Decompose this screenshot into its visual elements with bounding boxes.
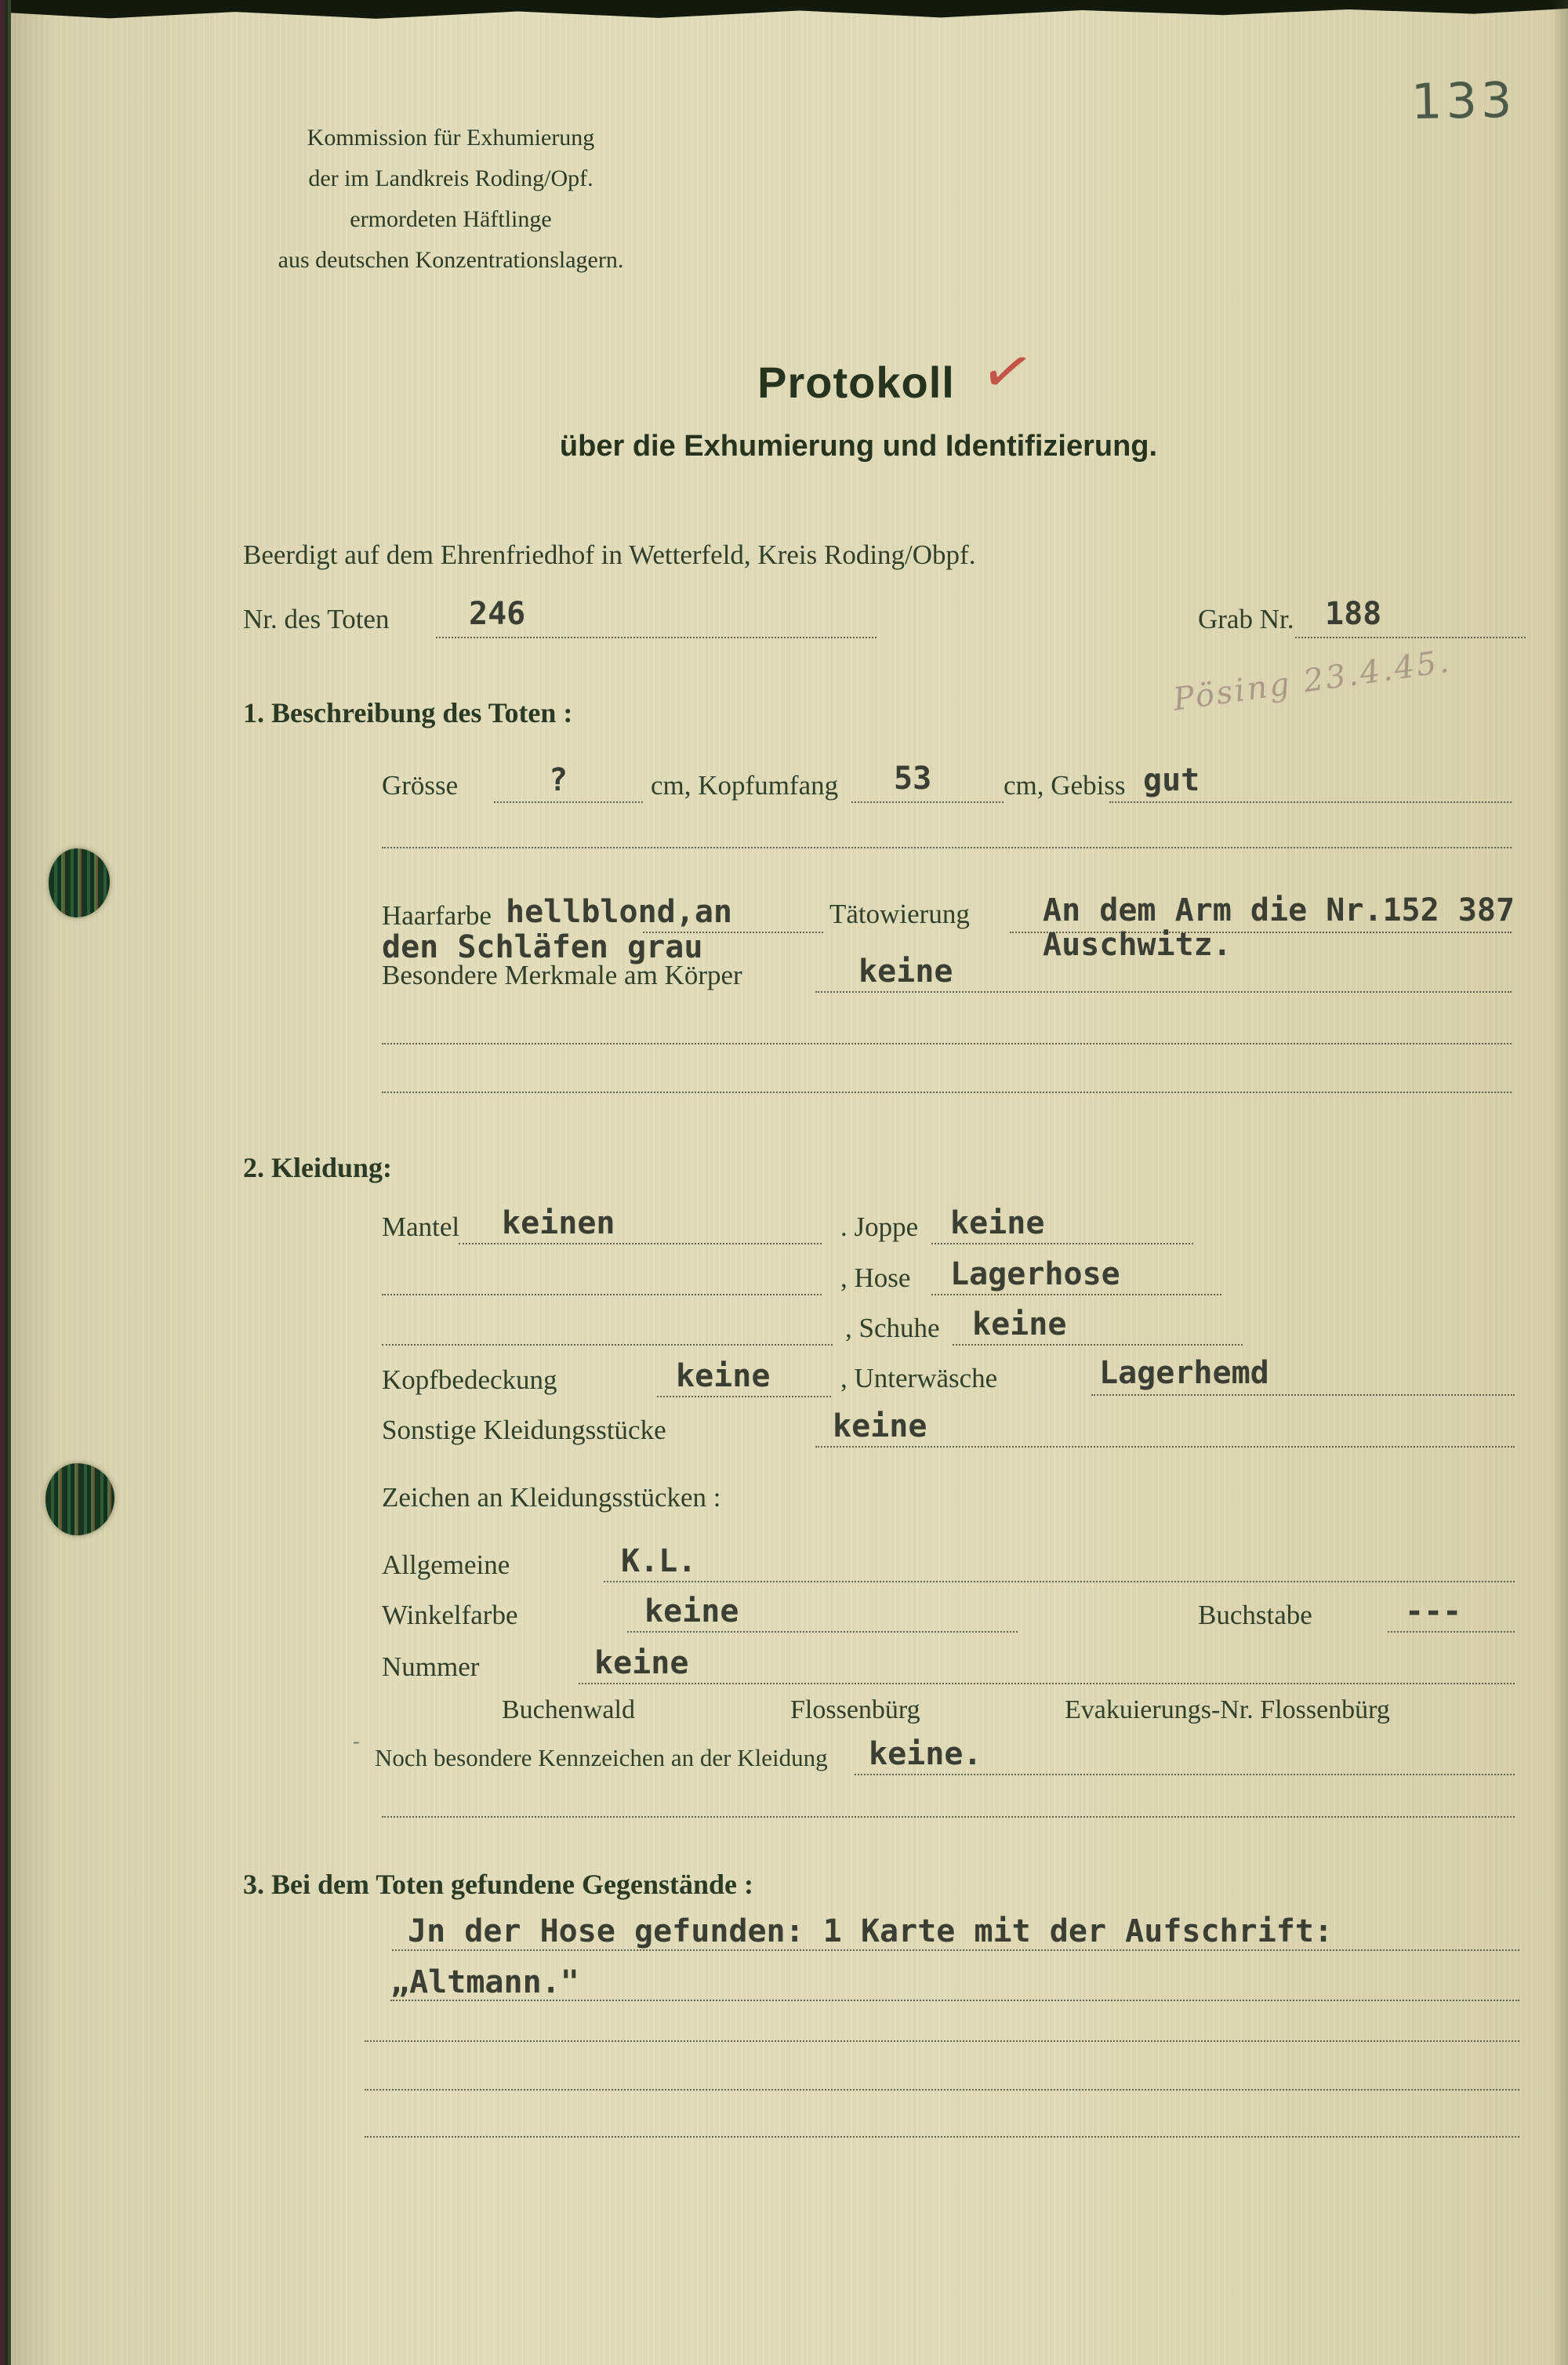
page-number: 133 xyxy=(1410,71,1516,131)
grave-number-label: Grab Nr. xyxy=(1198,604,1294,634)
schuhe-label: , Schuhe xyxy=(845,1313,940,1343)
letterhead-line: der im Landkreis Roding/Opf. xyxy=(308,165,593,191)
joppe-label: . Joppe xyxy=(840,1212,919,1242)
schuhe-value: keine xyxy=(972,1306,1067,1342)
dotted-line xyxy=(931,1243,1193,1244)
dotted-line xyxy=(1091,1394,1515,1396)
scan-top-edge xyxy=(0,0,1568,20)
kennzeichen-label: Noch besondere Kennzeichen an der Kleidung xyxy=(375,1744,828,1771)
red-checkmark-icon: ✓ xyxy=(975,332,1040,412)
dotted-line xyxy=(459,1243,822,1244)
joppe-value: keine xyxy=(950,1205,1045,1241)
kopfumfang-label: cm, Kopfumfang xyxy=(651,770,839,801)
sonstige-label: Sonstige Kleidungsstücke xyxy=(382,1415,666,1445)
kennzeichen-value: keine. xyxy=(869,1736,982,1772)
mantel-label: Mantel xyxy=(382,1212,460,1242)
groesse-label: Grösse xyxy=(382,770,459,801)
camp-flossenbuerg: Flossenbürg xyxy=(790,1695,920,1724)
unterwaesche-value: Lagerhemd xyxy=(1099,1355,1269,1391)
camp-evakuierungs-nr: Evakuierungs-Nr. Flossenbürg xyxy=(1065,1695,1390,1724)
dotted-line xyxy=(1388,1631,1515,1633)
stray-dash-mark: - xyxy=(353,1730,360,1753)
letterhead-line: aus deutschen Konzentrationslagern. xyxy=(278,247,624,273)
dotted-line xyxy=(365,2040,1519,2042)
buchstabe-value: --- xyxy=(1405,1593,1462,1629)
taetowierung-value-line2: Auschwitz. xyxy=(1043,927,1232,963)
dotted-line xyxy=(627,1631,1018,1633)
dotted-line xyxy=(382,1043,1512,1044)
letterhead-line: ermordeten Häftlinge xyxy=(350,206,552,232)
mantel-value: keinen xyxy=(502,1205,615,1241)
burial-location-line: Beerdigt auf dem Ehrenfriedhof in Wetterfeld, Kreis Roding/Obpf. xyxy=(243,539,976,570)
letterhead xyxy=(200,118,702,281)
dotted-line xyxy=(953,1344,1243,1346)
winkelfarbe-label: Winkelfarbe xyxy=(382,1600,518,1630)
groesse-value: ? xyxy=(549,762,568,798)
grave-number-value: 188 xyxy=(1325,596,1382,632)
sonstige-value: keine xyxy=(833,1408,927,1444)
dotted-line xyxy=(815,991,1512,993)
dotted-line xyxy=(382,847,1512,848)
scan-left-edge xyxy=(0,0,11,2365)
found-items-line2: „Altmann." xyxy=(390,1964,579,2000)
dotted-line xyxy=(365,2089,1519,2091)
gebiss-value: gut xyxy=(1143,762,1200,798)
hole-punch xyxy=(45,1463,114,1535)
hose-label: , Hose xyxy=(840,1262,911,1293)
camp-buchenwald: Buchenwald xyxy=(502,1695,635,1724)
unterwaesche-label: , Unterwäsche xyxy=(840,1363,998,1393)
section1-heading: 1. Beschreibung des Toten : xyxy=(243,697,573,728)
dotted-line xyxy=(851,801,1004,803)
kopfbedeckung-label: Kopfbedeckung xyxy=(382,1364,557,1395)
scan-right-shade xyxy=(1551,0,1568,2365)
document-subtitle: über die Exhumierung und Identifizierung. xyxy=(559,430,1158,463)
dotted-line xyxy=(390,2000,1519,2001)
haarfarbe-value-line2: den Schläfen grau xyxy=(382,929,703,965)
dotted-line xyxy=(382,1344,833,1346)
allgemeine-value: K.L. xyxy=(621,1543,697,1579)
section2-heading: 2. Kleidung: xyxy=(243,1152,393,1183)
hole-punch xyxy=(49,848,110,917)
merkmale-value: keine xyxy=(858,954,953,990)
kopfbedeckung-value: keine xyxy=(676,1358,771,1394)
section3-heading: 3. Bei dem Toten gefundene Gegenstände : xyxy=(243,1869,754,1900)
nummer-value: keine xyxy=(594,1645,689,1681)
dotted-line xyxy=(436,637,877,638)
dotted-line xyxy=(392,1949,1519,1951)
dotted-line xyxy=(657,1396,831,1397)
hose-value: Lagerhose xyxy=(950,1256,1120,1292)
dead-number-label: Nr. des Toten xyxy=(243,604,390,634)
dotted-line xyxy=(579,1683,1515,1684)
winkelfarbe-value: keine xyxy=(644,1593,739,1629)
dotted-line xyxy=(382,1294,822,1295)
dead-number-value: 246 xyxy=(469,596,526,632)
dotted-line xyxy=(1295,637,1526,638)
haarfarbe-value-line1: hellblond,an xyxy=(506,894,732,930)
taetowierung-value-line1: An dem Arm die Nr.152 387 xyxy=(1043,892,1515,928)
dotted-line xyxy=(604,1581,1515,1582)
haarfarbe-label: Haarfarbe xyxy=(382,900,492,931)
gebiss-label: cm, Gebiss xyxy=(1004,770,1126,801)
kopfumfang-value: 53 xyxy=(894,761,932,797)
buchstabe-label: Buchstabe xyxy=(1198,1600,1312,1630)
letterhead-line: Kommission für Exhumierung xyxy=(307,125,595,151)
dotted-line xyxy=(382,1092,1512,1093)
dotted-line xyxy=(365,2136,1519,2138)
dotted-line xyxy=(931,1294,1221,1295)
taetowierung-label: Tätowierung xyxy=(829,899,970,929)
found-items-line1: Jn der Hose gefunden: 1 Karte mit der Aufschrift: xyxy=(408,1913,1334,1949)
handwritten-note: Pösing 23.4.45. xyxy=(1171,643,1454,718)
dotted-line xyxy=(815,1446,1515,1448)
zeichen-heading: Zeichen an Kleidungsstücken : xyxy=(382,1482,721,1513)
dotted-line xyxy=(855,1774,1515,1775)
dotted-line xyxy=(1109,801,1512,803)
allgemeine-label: Allgemeine xyxy=(382,1549,510,1580)
document-title: Protokoll xyxy=(757,358,955,407)
dotted-line xyxy=(494,801,643,803)
dotted-line xyxy=(382,1816,1515,1818)
nummer-label: Nummer xyxy=(382,1651,480,1682)
merkmale-label: Besondere Merkmale am Körper xyxy=(382,960,742,990)
